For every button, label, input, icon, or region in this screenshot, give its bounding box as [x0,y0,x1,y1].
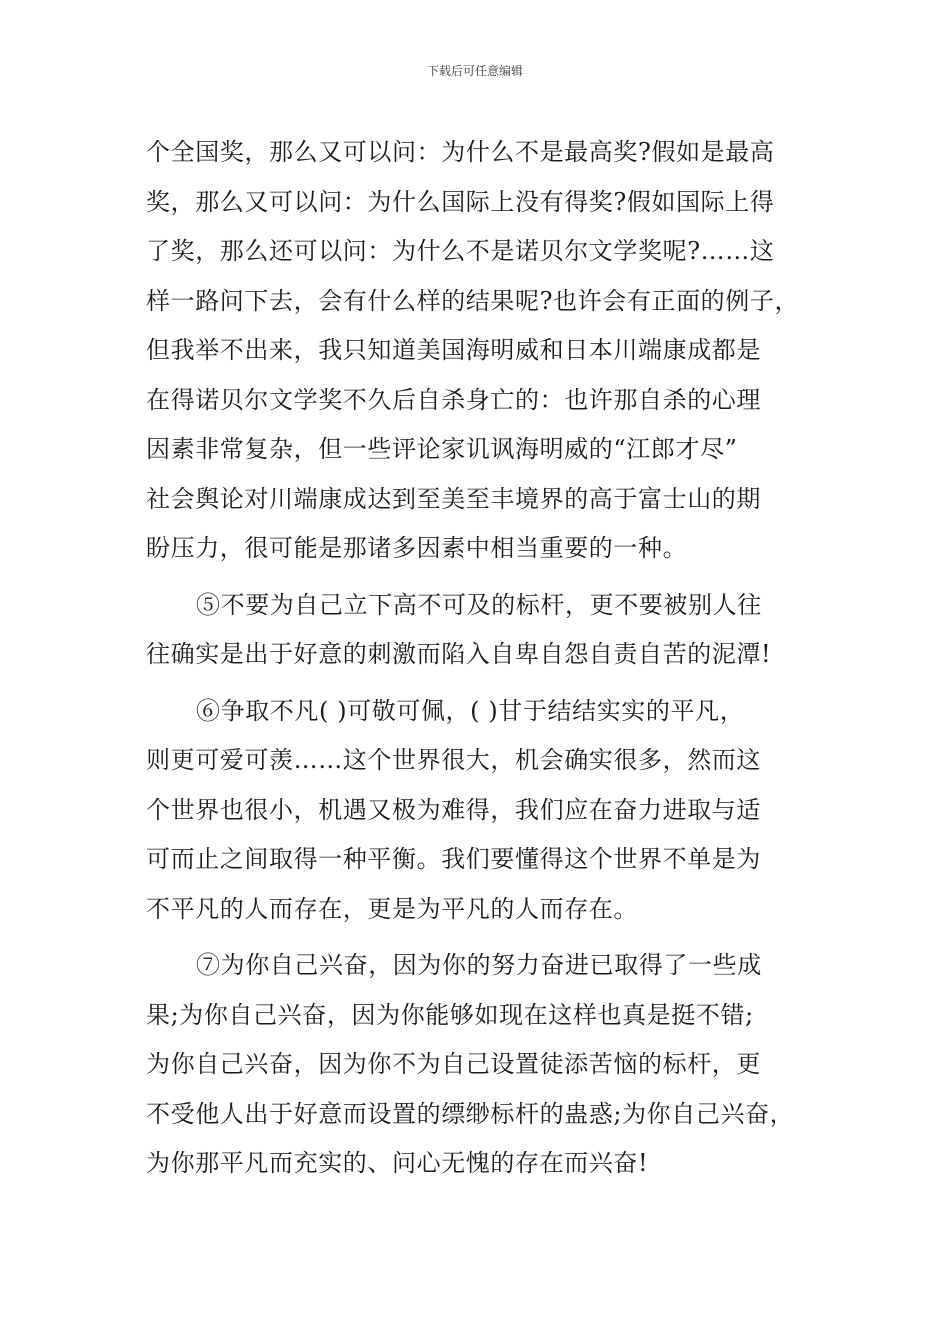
text-line: 在得诺贝尔文学奖不久后自杀身亡的：也许那自杀的心理 [146,385,761,414]
paragraph [146,687,818,935]
text-line: 了奖，那么还可以问：为什么不是诺贝尔文学奖呢?……这 [146,237,775,265]
text-line: 往确实是出于好意的刺激而陷入自卑自怨自责自苦的泥潭! [146,640,772,668]
text-line: 不受他人出于好意而设置的缥缈标杆的蛊惑;为你自己兴奋， [146,1099,795,1128]
text-line: ⑥争取不凡( )可敬可佩，( )甘于结结实实的平凡， [196,696,745,725]
paragraph [146,941,818,1189]
paragraph-spacer [146,680,818,687]
text-line: 为你自己兴奋，因为你不为自己设置徒添苦恼的标杆，更 [146,1050,761,1078]
paragraph [146,581,818,680]
text-line: 样一路问下去，会有什么样的结果呢?也许会有正面的例子， [146,286,800,315]
text-line: 为你那平凡而充实的、问心无愧的存在而兴奋! [146,1149,649,1177]
text-line: 盼压力，很可能是那诸多因素中相当重要的一种。 [146,534,688,562]
text-line: 个全国奖，那么又可以问：为什么不是最高奖?假如是最高 [146,138,775,166]
text-line: 因素非常复杂，但一些评论家讥讽海明威的“江郎才尽” [146,435,738,463]
text-line: ⑦为你自己兴奋，因为你的努力奋进已取得了一些成 [196,951,762,979]
text-line: 个世界也很小，机遇又极为难得，我们应在奋力进取与适 [146,795,761,824]
paragraph-spacer [146,934,818,941]
text-line: 但我举不出来，我只知道美国海明威和日本川端康成都是 [146,336,761,364]
text-line: 果;为你自己兴奋，因为你能够如现在这样也真是挺不错; [146,1000,754,1029]
text-line: ⑤不要为自己立下高不可及的标杆，更不要被别人往 [196,590,762,619]
page-header-note: 下载后可任意编辑 [426,64,523,78]
paragraph-spacer [146,574,818,581]
paragraph [146,128,818,574]
text-line: 奖，那么又可以问：为什么国际上没有得奖?假如国际上得 [146,187,775,216]
text-line: 则更可爱可羡……这个世界很大，机会确实很多，然而这 [146,746,761,774]
text-line: 不平凡的人而存在，更是为平凡的人而存在。 [146,894,638,923]
text-line: 可而止之间取得一种平衡。我们要懂得这个世界不单是为 [146,845,761,873]
text-line: 社会舆论对川端康成达到至美至丰境界的高于富士山的期 [146,484,761,513]
document-body [146,128,818,1189]
